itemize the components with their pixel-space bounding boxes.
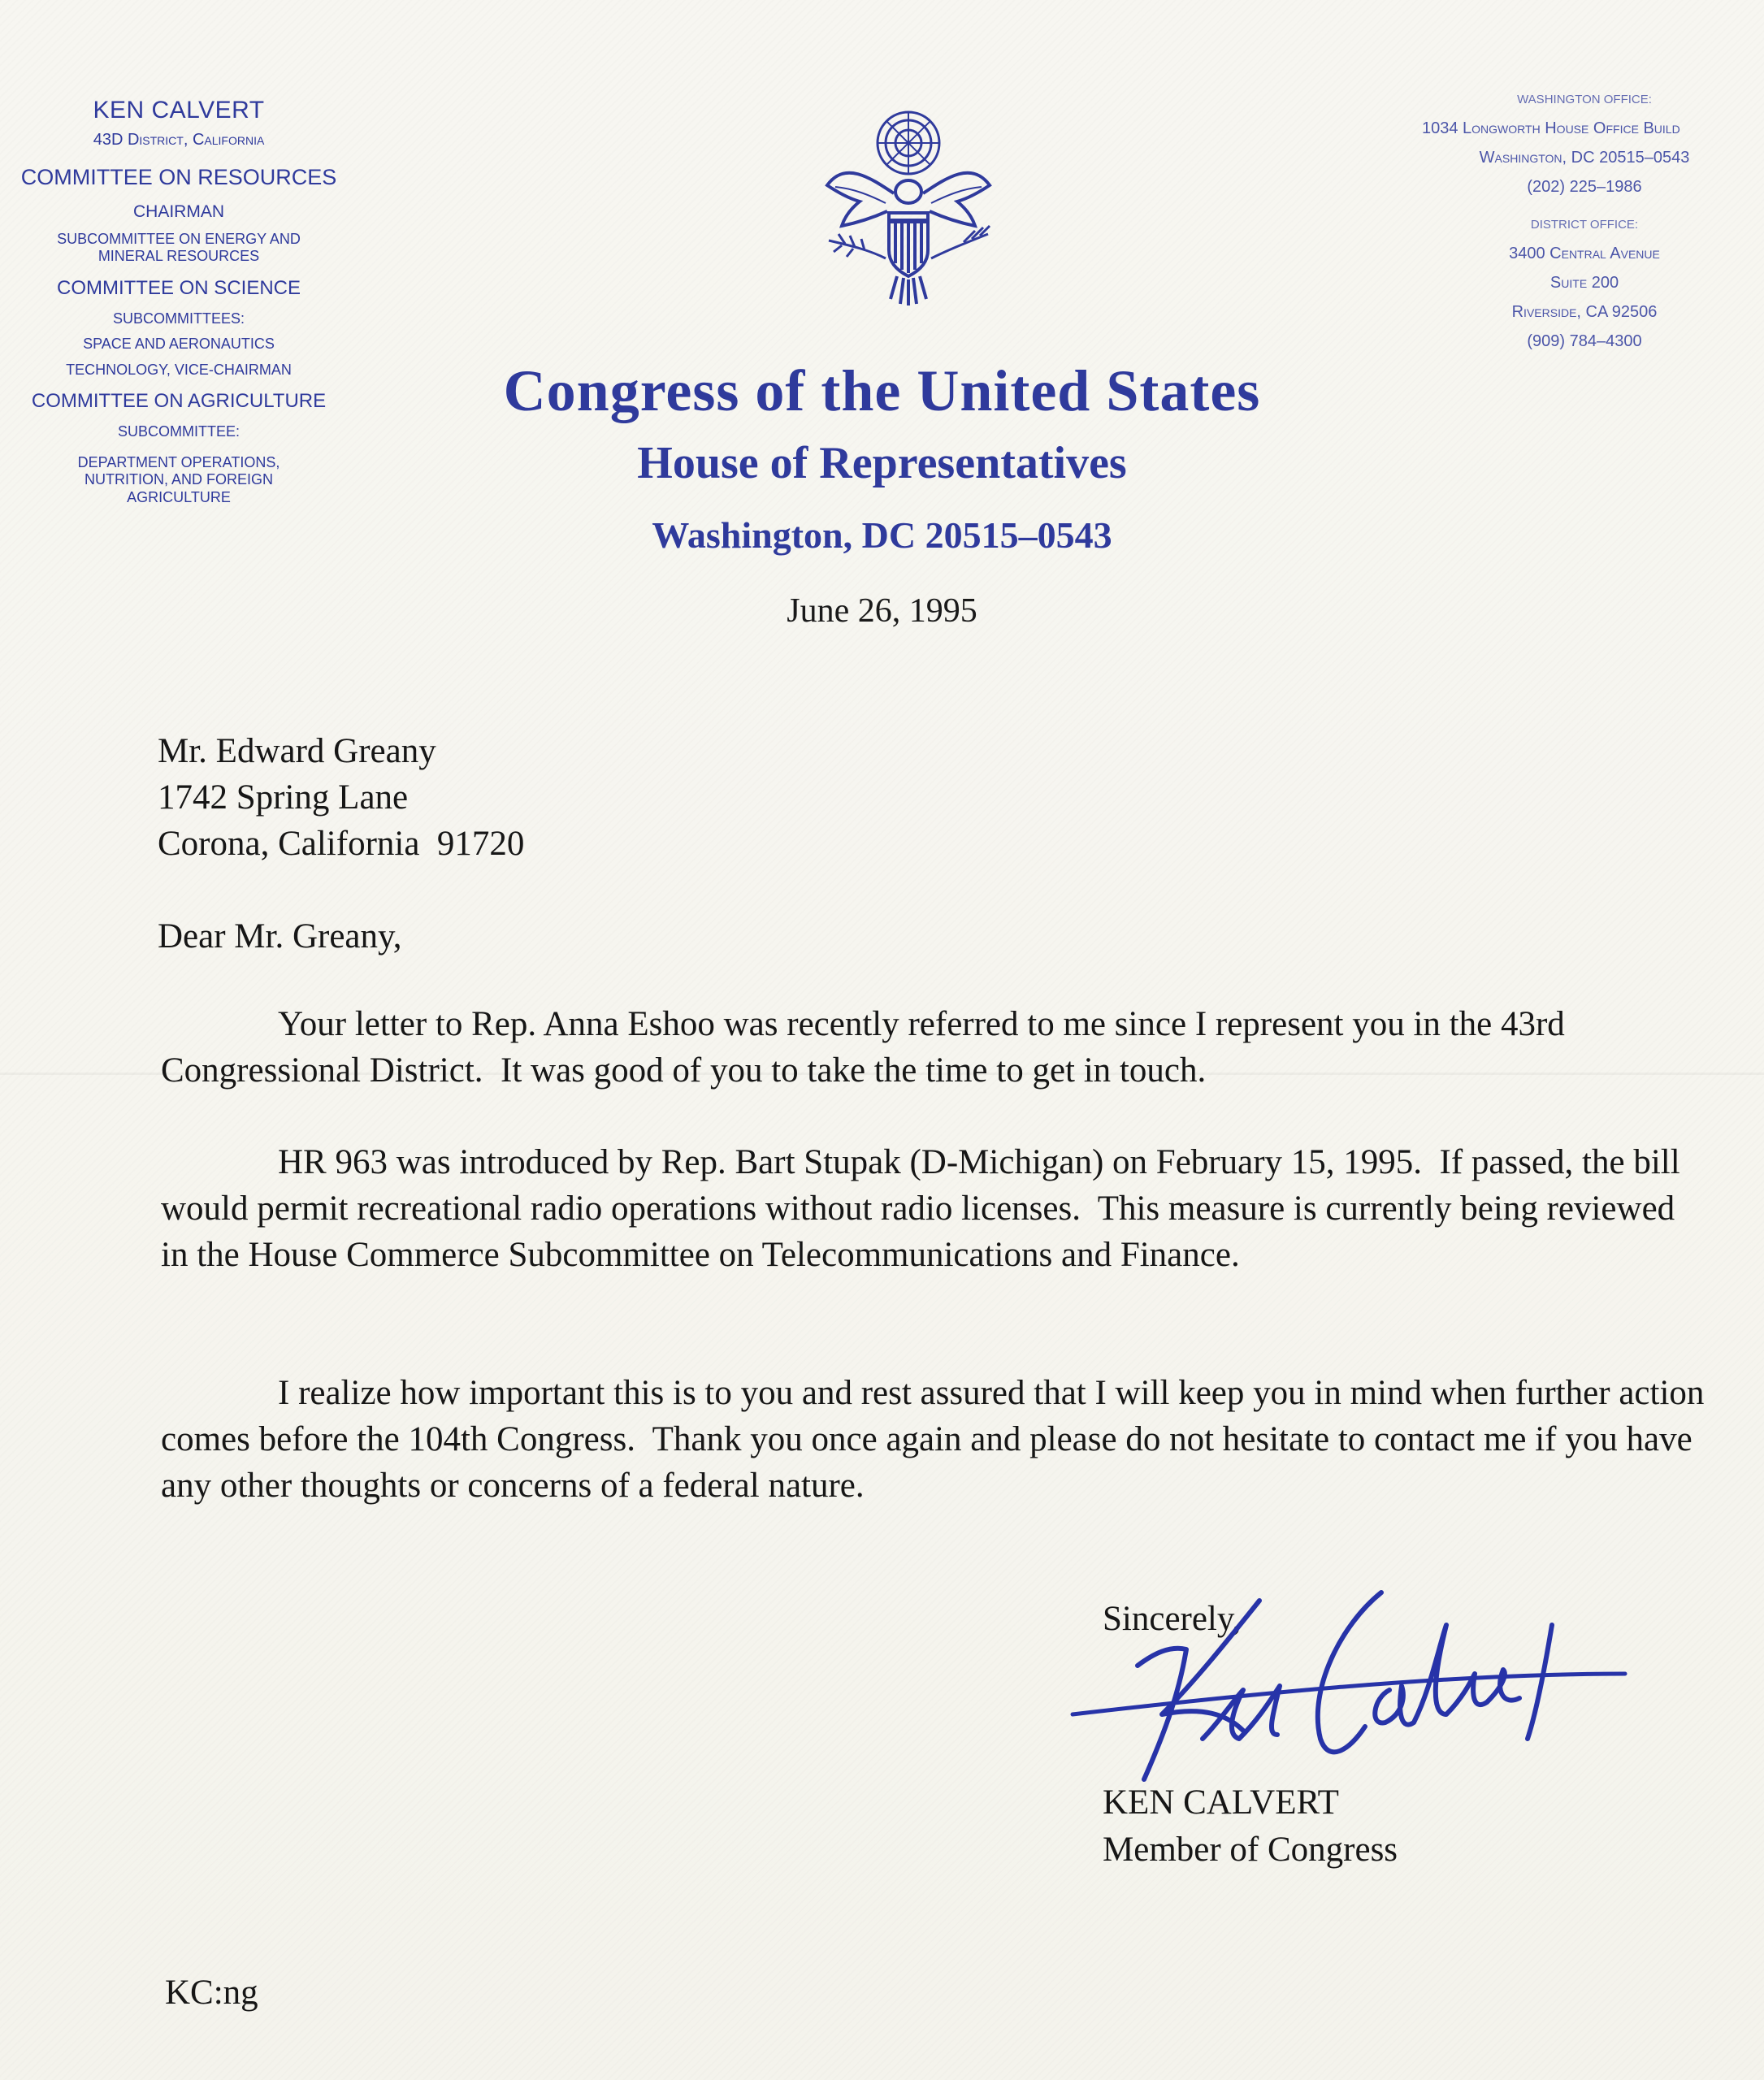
committee-name: COMMITTEE ON RESOURCES xyxy=(20,165,337,189)
office-phone: (909) 784–4300 xyxy=(1527,332,1642,350)
letterhead-right-column xyxy=(1406,93,1763,361)
district-office-heading: DISTRICT OFFICE: xyxy=(1530,218,1639,232)
member-district: 43D District, California xyxy=(93,131,265,149)
committee-detail: TECHNOLOGY, VICE-CHAIRMAN xyxy=(66,361,292,378)
committee-detail: SPACE AND AERONAUTICS xyxy=(83,336,275,353)
committee-detail: DEPARTMENT OPERATIONS, NUTRITION, AND FOREIGN AGRICULTURE xyxy=(77,453,280,505)
letter-closing: Sincerely, xyxy=(1103,1600,1242,1638)
office-phone: (202) 225–1986 xyxy=(1527,178,1642,196)
handwritten-signature xyxy=(1064,1576,1633,1804)
recipient-address xyxy=(158,728,889,867)
recipient-street: 1742 Spring Lane xyxy=(158,778,409,817)
office-address-line: Washington, DC 20515–0543 xyxy=(1479,149,1690,167)
letter-date: June 26, 1995 xyxy=(787,592,977,630)
committee-name: COMMITTEE ON AGRICULTURE xyxy=(31,390,327,413)
committee-role: SUBCOMMITTEE: xyxy=(117,423,240,440)
signer-title: Member of Congress xyxy=(1103,1831,1398,1869)
letter-paragraph xyxy=(161,1370,1714,1509)
letter-paragraph xyxy=(161,1139,1705,1278)
office-address-line: 3400 Central Avenue xyxy=(1509,245,1660,262)
committee-role: CHAIRMAN xyxy=(132,202,224,222)
salutation: Dear Mr. Greany, xyxy=(158,917,402,956)
washington-office-heading: WASHINGTON OFFICE: xyxy=(1517,93,1652,106)
letter-paragraph xyxy=(161,1001,1705,1094)
member-name: KEN CALVERT xyxy=(93,97,265,124)
great-seal-icon xyxy=(813,104,1004,309)
paragraph-text: HR 963 was introduced by Rep. Bart Stupak (D-Michigan) on February 15, 1995. If passed, the bill would permit recreational radio operations without radio licenses. This measure is currently being reviewed in the House Commerce Subcommittee on Telecommunications and Finance. xyxy=(161,1143,1689,1274)
paragraph-text: I realize how important this is to you and rest assured that I will keep you in mind when further action comes before the 104th Congress. Thank you once again and please do not hesitate to contact me if you have any other thoughts or concerns of a federal nature. xyxy=(161,1374,1714,1505)
committee-detail: SUBCOMMITTEE ON ENERGY AND MINERAL RESOURCES xyxy=(57,230,301,265)
recipient-city: Corona, California 91720 xyxy=(158,825,525,863)
letterhead-city: Washington, DC 20515–0543 xyxy=(652,514,1112,556)
committee-role: SUBCOMMITTEES: xyxy=(112,310,245,327)
typist-initials: KC:ng xyxy=(165,1974,258,2012)
letterhead-title: Congress of the United States xyxy=(503,358,1261,423)
signer-name: KEN CALVERT xyxy=(1103,1783,1339,1822)
recipient-name: Mr. Edward Greany xyxy=(158,732,436,770)
committee-name: COMMITTEE ON SCIENCE xyxy=(56,276,301,299)
paragraph-text: Your letter to Rep. Anna Eshoo was recently referred to me since I represent you in the 43rd Congressional District. It was good of you to take the time to get in touch. xyxy=(161,1005,1574,1090)
office-address-line: 1034 Longworth House Office Build xyxy=(1422,119,1680,137)
office-address-line: Riverside, CA 92506 xyxy=(1511,303,1658,321)
office-address-line: Suite 200 xyxy=(1549,274,1619,292)
letterhead-subtitle: House of Representatives xyxy=(637,438,1127,488)
